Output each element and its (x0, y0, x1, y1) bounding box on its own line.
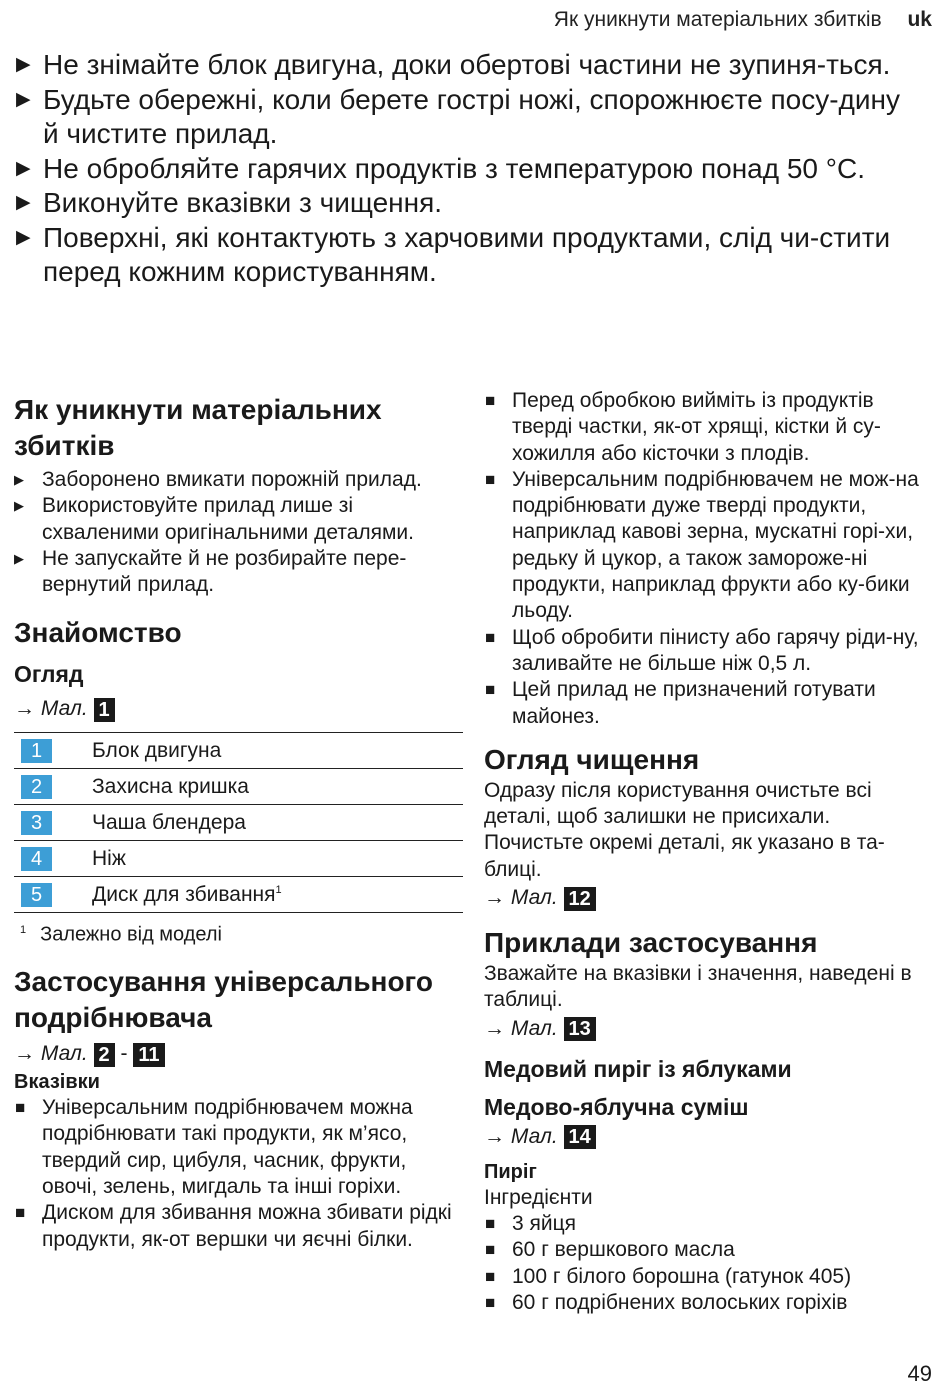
triangle-bullet-icon: ▶ (16, 192, 31, 213)
overview-heading: Огляд (14, 661, 84, 688)
ingredients-list (484, 1211, 934, 1316)
intro-heading: Знайомство (14, 617, 182, 649)
square-bullet-icon: ■ (485, 627, 496, 647)
part-number: 3 (21, 811, 52, 835)
cleaning-text: Одразу після користування очистьте всі деталі, щоб залишки не присихали. (484, 778, 872, 829)
left-column (14, 392, 464, 1253)
part-label: Блок двигуна (92, 733, 463, 769)
square-bullet-icon: ■ (15, 1203, 26, 1223)
part-number: 1 (21, 739, 52, 763)
square-bullet-icon: ■ (485, 680, 496, 700)
footnote-marker: 1 (275, 883, 282, 896)
list-item: ■ 3 яйця (484, 1211, 934, 1237)
list-item: ■ Диском для збивання можна збивати рідкі продукти, як-от вершки чи яєчні білки. (15, 1201, 452, 1251)
list-item: ▶ Не обробляйте гарячих продуктів з температурою понад 50 °C. (16, 152, 921, 187)
list-item: ▶ Використовуйте прилад лише зі схваленими оригінальними деталями. (14, 494, 415, 544)
safety-list (16, 48, 921, 290)
list-item: ▶ Виконуйте вказівки з чищення. (16, 186, 921, 221)
table-row (14, 733, 463, 769)
square-bullet-icon: ■ (485, 1213, 496, 1233)
damage-list (14, 467, 464, 598)
figure-badge: 11 (133, 1043, 164, 1067)
figure-badge: 2 (94, 1043, 115, 1067)
arrow-right-icon: → (14, 697, 35, 721)
cleaning-heading: Огляд чищення (484, 743, 700, 775)
figure-badge: 1 (94, 698, 115, 722)
list-item: ■ Перед обробкою вийміть із продуктів тверді частки, як-от хрящі, кістки й су-хожилля або кісточки з плодів. (485, 389, 881, 465)
triangle-bullet-icon: ▶ (14, 550, 24, 566)
list-item: ■ Щоб обробити пінисту або гарячу ріди-ну, заливайте не більше ніж 0,5 л. (485, 625, 919, 675)
list-item: ■ Універсальним подрібнювачем можна подрібнювати такі продукти, як м’ясо, твердий сир, цибуля, часник, фрукти, овочі, зелень, мигдаль та інші горіхи. (15, 1096, 413, 1199)
arrow-right-icon: → (484, 1124, 505, 1148)
table-row (14, 877, 463, 913)
square-bullet-icon: ■ (15, 1098, 26, 1118)
page-header (554, 8, 932, 32)
recipe-heading: Медовий пиріг із яблуками (484, 1055, 792, 1082)
table-row (14, 841, 463, 877)
part-number: 4 (21, 847, 52, 871)
list-item: ■ 60 г вершкового масла (484, 1237, 934, 1263)
examples-text: Зважайте на вказівки і значення, наведені в таблиці. (484, 962, 912, 1012)
figure-reference: → Мал. 2 - 11 (14, 1039, 464, 1069)
ingredients-label: Інгредієнти (484, 1185, 593, 1209)
page-number: 49 (907, 1361, 932, 1386)
examples-heading: Приклади застосування (484, 927, 818, 959)
list-item: ■ Універсальним подрібнювачем не мож-на подрібнювати дуже тверді продукти, наприклад кавові зерна, мускатні горі-хи, редьку й цукор, а також замороже-ні продукти, наприклад фрукти або ку-бики льоду. (485, 467, 919, 623)
figure-reference: → Мал. 14 (484, 1122, 934, 1152)
list-item: ■ 100 г білого борошна (гатунок 405) (484, 1264, 934, 1290)
square-bullet-icon: ■ (485, 1292, 496, 1312)
part-label: Ніж (92, 841, 463, 877)
table-row (14, 805, 463, 841)
list-item: ▶ Поверхні, які контактують з харчовими продуктами, слід чи-стити перед кожним користуванням. (16, 221, 891, 287)
notes-list-continued (484, 388, 934, 730)
figure-badge: 12 (564, 887, 596, 911)
figure-badge: 13 (564, 1017, 596, 1041)
damage-heading: Як уникнути матеріальних збитків (14, 394, 382, 461)
part-label: Диск для збивання (92, 882, 276, 906)
part-label: Захисна кришка (92, 769, 463, 805)
notes-list (14, 1095, 464, 1253)
square-bullet-icon: ■ (485, 391, 496, 410)
cake-heading: Пиріг (484, 1160, 537, 1183)
arrow-right-icon: → (484, 1016, 505, 1040)
figure-reference: → Мал. 12 (484, 883, 934, 913)
triangle-bullet-icon: ▶ (16, 226, 31, 248)
list-item: ▶ Не запускайте й не розбирайте пере-вернутий прилад. (14, 546, 407, 597)
parts-table (14, 732, 463, 913)
list-item: ▶ Будьте обережні, коли берете гострі ножі, спорожнюєте посу-дину й чистите прилад. (16, 83, 900, 149)
square-bullet-icon: ■ (485, 469, 496, 489)
triangle-bullet-icon: ▶ (16, 88, 31, 110)
triangle-bullet-icon: ▶ (16, 157, 31, 179)
language-code: uk (907, 8, 932, 31)
list-item: ▶ Заборонено вмикати порожній прилад. (14, 467, 464, 493)
list-item: ■ Цей прилад не призначений готувати майонез. (485, 678, 876, 728)
part-number: 5 (21, 883, 52, 907)
list-item: ▶ Не знімайте блок двигуна, доки обертові частини не зупиня-ться. (16, 48, 921, 83)
figure-reference: → Мал. 1 (14, 694, 464, 724)
square-bullet-icon: ■ (485, 1240, 496, 1260)
notes-heading: Вказівки (14, 1071, 100, 1094)
footnote: $^1$ Залежно від моделі (20, 924, 222, 947)
arrow-right-icon: → (14, 1042, 35, 1066)
mix-heading: Медово-яблучна суміш (484, 1093, 749, 1120)
figure-reference: → Мал. 13 (484, 1014, 934, 1044)
square-bullet-icon: ■ (485, 1266, 496, 1286)
usage-heading: Застосування універсального подрібнювача (14, 966, 433, 1034)
figure-badge: 14 (564, 1125, 596, 1149)
arrow-right-icon: → (484, 886, 505, 910)
cleaning-text: Почистьте окремі деталі, як указано в та-блиці. (484, 831, 885, 881)
list-item: ■ 60 г подрібнених волоських горіхів (484, 1290, 934, 1316)
part-number: 2 (21, 775, 52, 799)
triangle-bullet-icon: ▶ (16, 54, 31, 75)
table-row (14, 769, 463, 805)
triangle-bullet-icon: ▶ (14, 498, 24, 514)
header-title: Як уникнути матеріальних збитків (553, 8, 882, 31)
right-column (484, 388, 934, 1316)
triangle-bullet-icon: ▶ (14, 472, 24, 487)
part-label: Чаша блендера (92, 805, 463, 841)
